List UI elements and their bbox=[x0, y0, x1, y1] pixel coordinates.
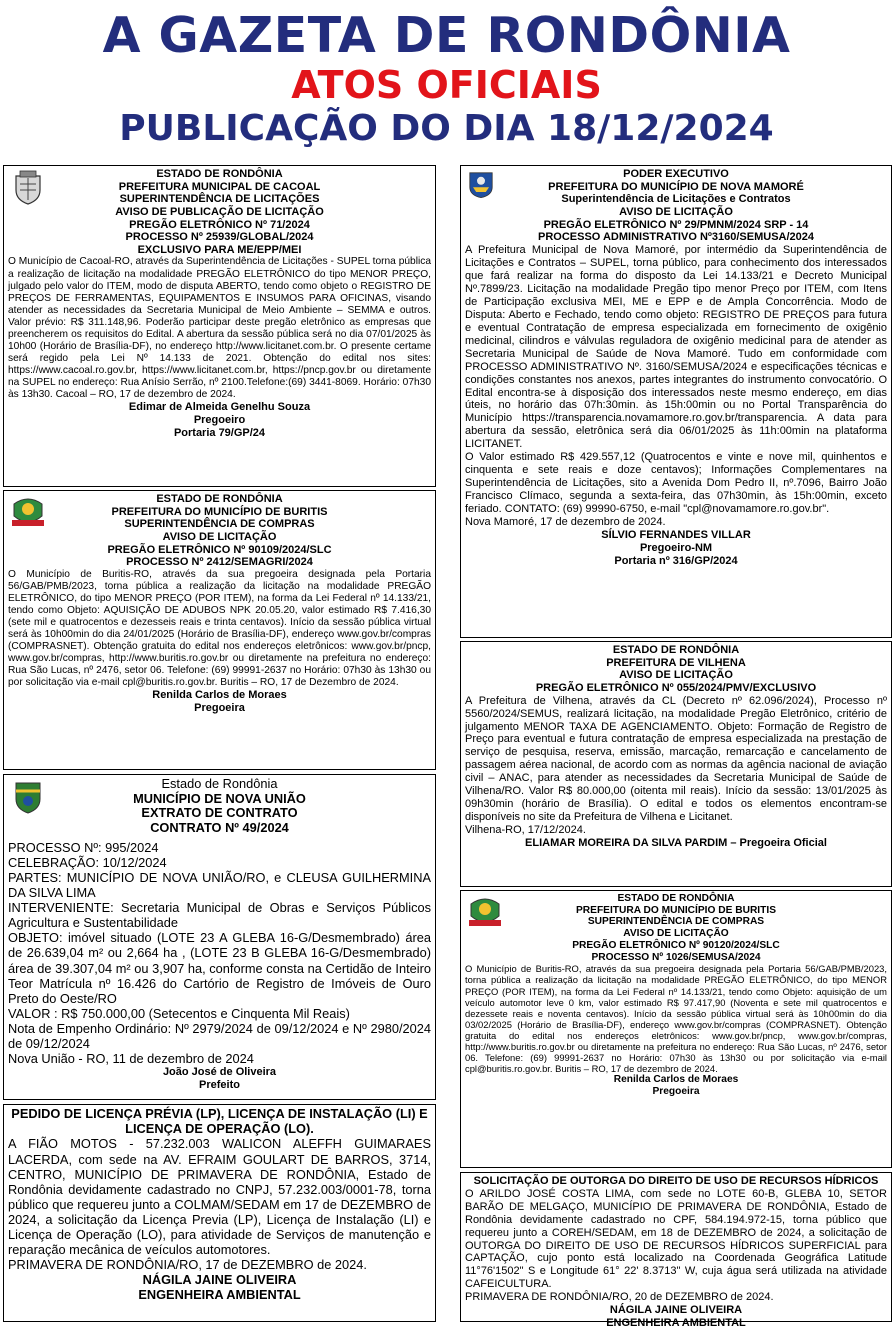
masthead bbox=[0, 0, 893, 160]
signer-role: ENGENHEIRA AMBIENTAL bbox=[606, 1317, 746, 1330]
signer-name: NÁGILA JAINE OLIVEIRA bbox=[609, 1304, 743, 1317]
notice-body: O Município de Buritis-RO, através da sua pregoeira designada pela Portaria 56/GAB/PMB/2023, torna pública a realização da licitação na modalidade PREGÃO ELETRÔNICO, do tipo MENOR PREÇO (POR ITEM), na forma da Lei Federal nº 14.133/21, tendo como Objeto: aquisição de um veículo automotor leve 0 km, valor estimado R$ 97.417,90 (Noventa e sete mil quatrocentos e dezessete reais e noventa centavos). Início da sessão pública virtual será às 10h00min do dia 03/02/2025 (Horário de Brasília-DF), endereço www.gov.br/compras (COMPRASNET). Obtenção gratuita do edital nos endereços eletrônicos: www.gov.br/pncp, www.gov.br/compras, http://www.buritis.ro.gov.br ou diretamente na prefeitura no endereço: Rua São Lucas, nº 2476, setor 06. Telefone: (69) 99991-2637 no Horário: 07h30 às 13h30 ou por solicitação via e-mail cpl@buritis.ro.gov.br. Buritis – RO, 17 de dezembro de 2024. bbox=[465, 963, 887, 1075]
place-date-line: PRIMAVERA DE RONDÔNIA/RO, 20 de DEZEMBRO de 2024. bbox=[465, 1291, 774, 1304]
state-line: ESTADO DE RONDÔNIA bbox=[617, 893, 735, 904]
signer-portaria: Portaria nº 316/GP/2024 bbox=[614, 555, 738, 568]
notice-vilhena bbox=[460, 641, 892, 887]
notice-header: PEDIDO DE LICENÇA PRÉVIA (LP), LICENÇA DE INSTALAÇÃO (LI) E LICENÇA DE OPERAÇÃO (LO). bbox=[11, 1106, 428, 1136]
publication-date: PUBLICAÇÃO DO DIA 18/12/2024 bbox=[119, 108, 774, 149]
signer-role: Prefeito bbox=[199, 1079, 240, 1092]
department-line: Superintendência de Licitações e Contratos bbox=[561, 193, 791, 206]
signer-name: João José de Oliveira bbox=[162, 1066, 277, 1079]
signature-block bbox=[8, 1066, 431, 1092]
signer-role: ENGENHEIRA AMBIENTAL bbox=[138, 1287, 301, 1303]
exclusivity-note: EXCLUSIVO PARA ME/EPP/MEI bbox=[137, 243, 302, 256]
signature-block bbox=[465, 529, 887, 568]
notice-header bbox=[8, 493, 431, 569]
place-date-line: Nova União - RO, 11 de dezembro de 2024 bbox=[8, 1051, 254, 1067]
notice-body: O ARILDO JOSÉ COSTA LIMA, com sede no LOTE 60-B, GLEBA 10, SETOR BARÃO DE MELGAÇO, MUNICÍPIO DE PRIMAVERA DE RONDÔNIA, Estado de Rondônia devidamente cadastrado no CPF, 584.194.972-15, torna público que requereu junto a COREH/SEDAM, em 18 de DEZEMBRO de 2024, a solicitação de OUTORGA DO DIREITO DE USO DE RECURSOS HÍDRICOS SUPERFICIAL para CAPTAÇÃO, cujo ponto está localizado na Coordenada Geográfica Latitude 11°76'1502" S e Longitude 61° 22' 8.3713" W, cuja água será utilizada na atividade CAFEICULTURA. bbox=[465, 1187, 887, 1291]
municipality-line: PREFEITURA DO MUNICÍPIO DE BURITIS bbox=[111, 505, 328, 518]
nova-mamore-coat-of-arms-icon bbox=[465, 169, 497, 199]
celebration-line: CELEBRAÇÃO: 10/12/2024 bbox=[8, 854, 167, 870]
department-line: SUPERINTENDÊNCIA DE COMPRAS bbox=[124, 518, 315, 531]
signature-block bbox=[465, 1304, 887, 1330]
notice-body: A FIÃO MOTOS - 57.232.003 WALICON ALEFFH GUIMARAES LACERDA, com sede na AV. EFRAIM GOULART DE BARROS, 3714, CENTRO, MUNICÍPIO DE PRIMAVERA DE RONDÔNIA, Estado de Rondônia devidamente cadastrado no CNPJ, 57.232.003/0001-78, torna público que requereu junto a COLMAM/SEDAM em 17 de DEZEMBRO de 2024, a solicitação da Licença Previa (LP), Licença de Instalação (LI) e Licença de Operação (LO), para atividade de Serviços de manutenção e reparação mecânica de veículos automotores. bbox=[8, 1136, 431, 1258]
executive-line: PODER EXECUTIVO bbox=[623, 168, 729, 180]
signature-block: ELIAMAR MOREIRA DA SILVA PARDIM – Pregoeira Oficial bbox=[525, 837, 827, 850]
signer-name: NÁGILA JAINE OLIVEIRA bbox=[142, 1272, 297, 1288]
state-line: ESTADO DE RONDÔNIA bbox=[156, 168, 283, 180]
department-line: SUPERINTENDÊNCIA DE COMPRAS bbox=[587, 916, 765, 928]
place-date-line: Nova Mamoré, 17 de dezembro de 2024. bbox=[465, 516, 666, 529]
process-number: PROCESSO Nº 1026/SEMUSA/2024 bbox=[591, 951, 761, 963]
cacoal-coat-of-arms-icon bbox=[8, 170, 48, 206]
process-line: PROCESSO Nº: 995/2024 bbox=[8, 839, 159, 855]
notice-cacoal bbox=[3, 165, 436, 487]
notice-type: AVISO DE LICITAÇÃO bbox=[162, 530, 277, 543]
signer-role: Pregoeiro-NM bbox=[639, 542, 713, 555]
notice-type: AVISO DE PUBLICAÇÃO DE LICITAÇÃO bbox=[115, 205, 324, 218]
state-line: ESTADO DE RONDÔNIA bbox=[612, 644, 740, 656]
place-date-line: PRIMAVERA DE RONDÔNIA/RO, 17 de DEZEMBRO de 2024. bbox=[8, 1257, 367, 1273]
notice-nova-uniao bbox=[3, 774, 436, 1100]
state-line: Estado de Rondônia bbox=[161, 776, 278, 791]
signer-name: Edimar de Almeida Genelhu Souza bbox=[128, 400, 311, 413]
notice-body: A Prefeitura Municipal de Nova Mamoré, por intermédio da Superintendência de Licitações e Contratos – SUPEL, torna público, para conhecimento dos interessados que fará realizar na forma do disposto da Lei 14.133/21 e Decreto Municipal Nº.7899/23. Licitação na modalidade Pregão tipo menor Preço por ITEM, com Itens de Participação exclusiva MEI, ME e EPP e de Ampla Concorrência. Modo de Disputa: Aberto e Fechado, tendo como objeto: REGISTRO DE PREÇOS para futura e eventual Contratação de empresa especializada em fornecimento de oxigênio medicinal, cilindros e válvulas reguladora de oxigênio medicinal para de atender as Secretaria Municipal de Saúde de Nova Mamoré. Tudo em conformidade com PROCESSO ADMINISTRATIVO Nº. 3160/SEMUSA/2024 e especificações técnicas e condições constantes nos anexos, partes integrantes do instrumento convocatório. O Edital encontra-se à disposição dos interessados neste mesmo endereço, em dias úteis, no horário das 07h:30min. às 15h:00min ou no Portal Transparência do Município https://transparencia.novamamore.ro.gov.br/transparencia. A data para abertura da sessão, eletrônica será dia 06/01/2025 às 11h:00min na plataforma LICITANET. bbox=[465, 243, 887, 451]
contract-number: CONTRATO Nº 49/2024 bbox=[150, 820, 289, 836]
notice-header bbox=[465, 168, 887, 244]
notice-type: AVISO DE LICITAÇÃO bbox=[619, 205, 733, 218]
notice-header bbox=[8, 168, 431, 256]
commitment-note-line: Nota de Empenho Ordinário: Nº 2979/2024 de 09/12/2024 e Nº 2980/2024 de 09/12/2024 bbox=[8, 1020, 431, 1052]
signer-name: Renilda Carlos de Moraes bbox=[152, 689, 287, 702]
notice-header: SOLICITAÇÃO DE OUTORGA DO DIREITO DE USO DE RECURSOS HÍDRICOS bbox=[473, 1175, 879, 1187]
signer-role: Pregoeira bbox=[652, 1086, 700, 1098]
buritis-coat-of-arms-icon bbox=[465, 894, 505, 930]
municipality-line: PREFEITURA DO MUNICÍPIO DE NOVA MAMORÉ bbox=[548, 180, 804, 193]
notice-buritis-90109 bbox=[3, 490, 436, 770]
parties-line: PARTES: MUNICÍPIO DE NOVA UNIÃO/RO, e CLEUSA GUILHERMINA DA SILVA LIMA bbox=[8, 870, 431, 901]
signer-name: SÍLVIO FERNANDES VILLAR bbox=[601, 529, 751, 542]
municipality-line: PREFEITURA MUNICIPAL DE CACOAL bbox=[118, 180, 321, 193]
notice-body: O Município de Cacoal-RO, através da Superintendência de Licitações - SUPEL torna pública a realização de licitação na modalidade PREGÃO ELETRÔNICO do tipo MENOR PREÇO, julgado pelo valor do ITEM, modo de disputa ABERTO, tendo como objeto o REGISTRO DE PREÇOS DE FERRAMENTAS, EQUIPAMENTOS E INSUMOS PARA OFICINAS, visando atender as necessidades da Secretaria Municipal de Meio Ambiente – SEMMA e outros. Valor prévio: R$ 311.148,96. Poderão participar deste pregão eletrônico as empresas que preencherem os requisitos do Edital. A abertura da sessão pública será no dia 07/01/2025 às 10h00 (Horário de Brasília-DF), no endereço http://www.licitanet.com.br. O presente certame será regido pela Lei Nº 14.133 de 2021. Obtenção do edital nos sites: https://www.cacoal.ro.gov.br, https://www.licitanet.com.br, https://pncp.gov.br ou diretamente na SUPEL no endereço: Rua Anísio Serrão, nº 2100.Telefone:(69) 3441-8069. Horário: 07h30 às 13h30. Cacoal – RO, 17 de dezembro de 2024. bbox=[8, 256, 431, 400]
nova-uniao-coat-of-arms-icon bbox=[8, 779, 48, 815]
notice-outorga-recursos-hidricos bbox=[460, 1172, 892, 1330]
process-number: PROCESSO Nº 2412/SEMAGRI/2024 bbox=[126, 556, 313, 569]
notice-nova-mamore bbox=[460, 165, 892, 638]
value-line: VALOR : R$ 750.000,00 (Setecentos e Cinquenta Mil Reais) bbox=[8, 1005, 350, 1021]
notice-header bbox=[465, 644, 887, 695]
notice-body: O Município de Buritis-RO, através da sua pregoeira designada pela Portaria 56/GAB/PMB/2023, torna pública a realização da licitação na modalidade PREGÃO ELETRÔNICO, do tipo MENOR PREÇO (POR ITEM), na forma da Lei Federal nº 14.133/21, tendo como Objeto: AQUISIÇÃO DE ADUBOS NPK 20.05.20, valor estimado R$ 7.416,30 (sete mil e quatrocentos e dezesseis reais e trinta centavos). Início da sessão pública virtual será às 10h00min do dia 24/01/2025 (Horário de Brasília-DF), endereço www.gov.br/compras (COMPRASNET). Obtenção gratuita do edital nos endereços eletrônicos: www.gov.br/pncp, www.gov.br/compras, http://www.buritis.ro.gov.br ou diretamente na prefeitura no endereço: Rua São Lucas, nº 2476, setor 06. Telefone: (69) 99991-2637 no Horário: 07h30 às 13h30 ou por solicitação via e-mail cpl@buritis.ro.gov.br. Buritis – RO, 17 de Dezembro de 2024. bbox=[8, 568, 431, 689]
signer-role: Pregoeiro bbox=[193, 413, 246, 426]
signature-block bbox=[8, 689, 431, 715]
notice-header bbox=[465, 893, 887, 963]
municipality-line: MUNICÍPIO DE NOVA UNIÃO bbox=[133, 790, 306, 806]
notice-body bbox=[8, 840, 431, 1066]
process-number: PROCESSO Nº 25939/GLOBAL/2024 bbox=[125, 231, 314, 244]
state-line: ESTADO DE RONDÔNIA bbox=[156, 493, 283, 505]
pregao-number: PREGÃO ELETRÔNICO Nº 055/2024/PMV/EXCLUSIVO bbox=[535, 681, 817, 694]
notice-body-continuation: O Valor estimado R$ 429.557,12 (Quatrocentos e vinte e nove mil, quinhentos e cinquenta e sete reais e doze centavos); Informações Complementares na Superintendência de Licitações, sito a Avenida Dom Pedro II, nº.7096, Bairro João Francisco Clímaco, segunda a sexta-feira, das 07h30min, às 15h:00min, exceto feriado. CONTATO: (69) 99990-6750, e-mail "cpl@novamamore.ro.gov.br". bbox=[465, 451, 887, 516]
buritis-coat-of-arms-icon bbox=[8, 494, 48, 530]
object-line: OBJETO: imóvel situado (LOTE 23 A GLEBA 16-G/Desmembrado) área de 26.639,04 m² ou 2,664 ha , (LOTE 23 B GLEBA 16-G/Desmembrado) área de 39.307,04 m² ou 3,907 ha, conforme consta na Certidão de Inteiro Teor Matrícula nº 16.426 do Cartório de Registro de Imóveis de Ouro Preto do Oeste/RO bbox=[8, 930, 431, 1006]
newspaper-title: A GAZETA DE RONDÔNIA bbox=[102, 7, 791, 64]
pregao-number: PREGÃO ELETRÔNICO Nº 90109/2024/SLC bbox=[107, 543, 332, 556]
process-number: PROCESSO ADMINISTRATIVO Nº3160/SEMUSA/2024 bbox=[537, 231, 815, 244]
signature-block bbox=[8, 1272, 431, 1302]
notice-type: AVISO DE LICITAÇÃO bbox=[619, 669, 733, 682]
municipality-line: PREFEITURA DE VILHENA bbox=[606, 656, 746, 669]
notice-buritis-90120 bbox=[460, 890, 892, 1168]
municipality-line: PREFEITURA DO MUNICÍPIO DE BURITIS bbox=[576, 904, 776, 916]
signer-portaria: Portaria 79/GP/24 bbox=[173, 426, 266, 439]
pregao-number: PREGÃO ELETRÔNICO Nº 29/PMNM/2024 SRP - 14 bbox=[543, 218, 809, 231]
signer-role: Pregoeira bbox=[194, 702, 245, 715]
notice-licenca-ambiental bbox=[3, 1104, 436, 1322]
pregao-number: PREGÃO ELETRÔNICO Nº 90120/2024/SLC bbox=[572, 939, 780, 951]
notice-type: EXTRATO DE CONTRATO bbox=[141, 805, 298, 821]
pregao-number: PREGÃO ELETRÔNICO Nº 71/2024 bbox=[129, 218, 310, 231]
section-title: ATOS OFICIAIS bbox=[291, 63, 602, 107]
signature-block bbox=[465, 1074, 887, 1098]
signature-block bbox=[8, 401, 431, 440]
place-date-line: Vilhena-RO, 17/12/2024. bbox=[465, 824, 586, 837]
notice-header bbox=[8, 777, 431, 836]
signer-name: Renilda Carlos de Moraes bbox=[613, 1074, 739, 1086]
intervening-line: INTERVENIENTE: Secretaria Municipal de Obras e Serviços Públicos Agricultura e Sustentabilidade bbox=[8, 900, 431, 931]
department-line: SUPERINTENDÊNCIA DE LICITAÇÕES bbox=[119, 193, 320, 206]
notice-type: AVISO DE LICITAÇÃO bbox=[623, 928, 729, 940]
notice-body: A Prefeitura de Vilhena, através da CL (Decreto nº 62.096/2024), Processo nº 5560/2024/SEMUS, realizará licitação, na modalidade Pregão Eletrônico, critério de julgamento MENOR TAXA DE AGENCIAMENTO. Objeto: Formação de Registro de Preço para eventual e futura contratação de empresa especializada na prestação de serviço de pesquisa, reserva, emissão, marcação, remarcação e cancelamento de passagem aérea nacional, de acordo com as normas da agência nacional de aviação civil – ANAC, para atender as necessidades da Secretaria Municipal de Saúde de Vilhena/RO. Valor R$ 80.000,00 (oitenta mil reais). Início da sessão: 13/01/2025 às 09h30min (horário de Brasília). O edital e todos os elementos encontram-se disponíveis no site da Prefeitura de Vilhena e Licitanet. bbox=[465, 694, 887, 824]
